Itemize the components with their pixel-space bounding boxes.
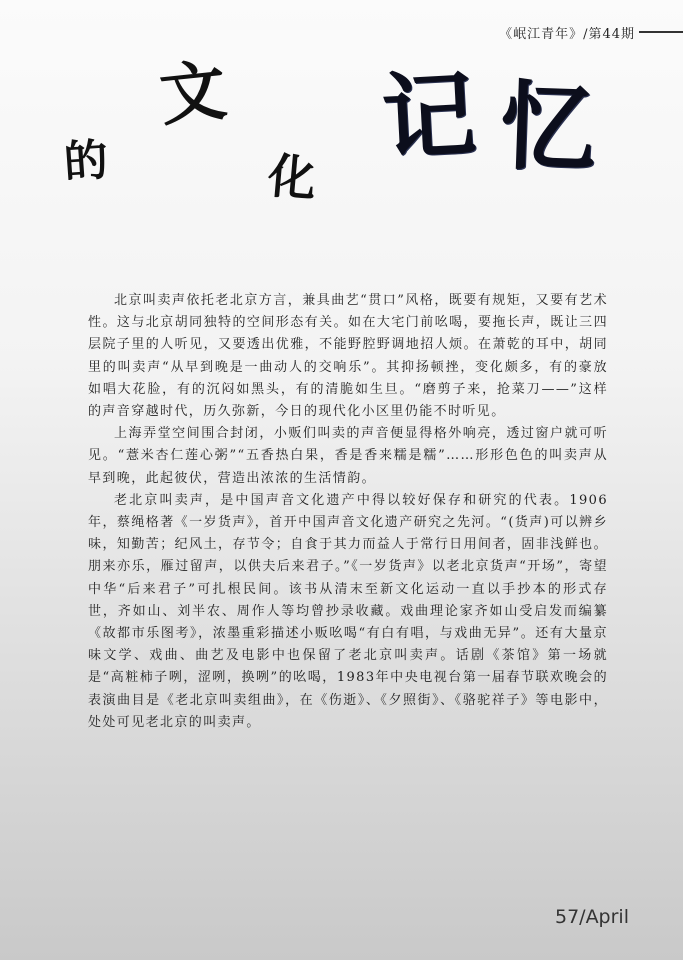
header-bar — [499, 21, 683, 43]
paragraph: 老北京叫卖声，是中国声音文化遗产中得以较好保存和研究的代表。1906年，蔡绳格著《一岁货声》，首开中国声音文化遗产研究之先河。“(货声)可以辨乡味，知勤苦；纪风土，存节令；自食于其力而益人于常行日用间者，固非浅鲜也。朋来亦乐，雁过留声，以供夫后来君子。”《一岁货声》以老北京货声“开场”，寄望中华“后来君子”可扎根民间。该书从清末至新文化运动一直以手抄本的形式存世，齐如山、刘半农、周作人等均曾抄录收藏。戏曲理论家齐如山受启发而编纂《故都市乐图考》，浓墨重彩描述小贩吆喝“有白有唱，与戏曲无异”。还有大量京味文学、戏曲、曲艺及电影中也保留了老北京叫卖声。话剧《茶馆》第一场就是“高粧柿子咧，涩咧，换咧”的吆喝，1983年中央电视台第一届春节联欢晚会的表演曲目是《老北京叫卖组曲》，在《伤逝》、《夕照街》、《骆驼祥子》等电影中，处处可见老北京的叫卖声。 — [88, 492, 608, 730]
title-char-yi: 忆 — [498, 69, 598, 186]
page-number: 57/April — [554, 906, 629, 928]
paragraph: 北京叫卖声依托老北京方言，兼具曲艺“贯口”风格，既要有规矩，又要有艺术性。这与北京胡同独特的空间形态有关。如在大宅门前吆喝，要拖长声，既让三四层院子里的人听见，又要透出优雅，不能野腔野调地招人烦。在萧乾的耳中，胡同里的叫卖声“从早到晚是一曲动人的交响乐”。其抑扬顿挫，变化颇多，有的豪放如唱大花脸，有的沉闷如黑头，有的清脆如生旦。“磨剪子来，抢菜刀——”这样的声音穿越时代，历久弥新，今日的现代化小区里仍能不时听见。 — [88, 293, 608, 420]
article-body — [88, 290, 608, 734]
paragraph: 上海弄堂空间围合封闭，小贩们叫卖的声音便显得格外响亮，透过窗户就可听见。“薏米杏仁莲心粥”“五香热白果，香是香来糯是糯”……形形色色的叫卖声从早到晚，此起彼伏，营造出浓浓的生活情韵。 — [88, 426, 608, 486]
header-rule — [639, 31, 683, 33]
title-char-ji: 记 — [379, 59, 479, 175]
journal-issue: 《岷江青年》/第44期 — [499, 26, 635, 42]
title-char-hua: 化 — [265, 148, 319, 208]
title-char-de: 的 — [62, 134, 110, 189]
title-char-wen: 文 — [156, 50, 230, 136]
